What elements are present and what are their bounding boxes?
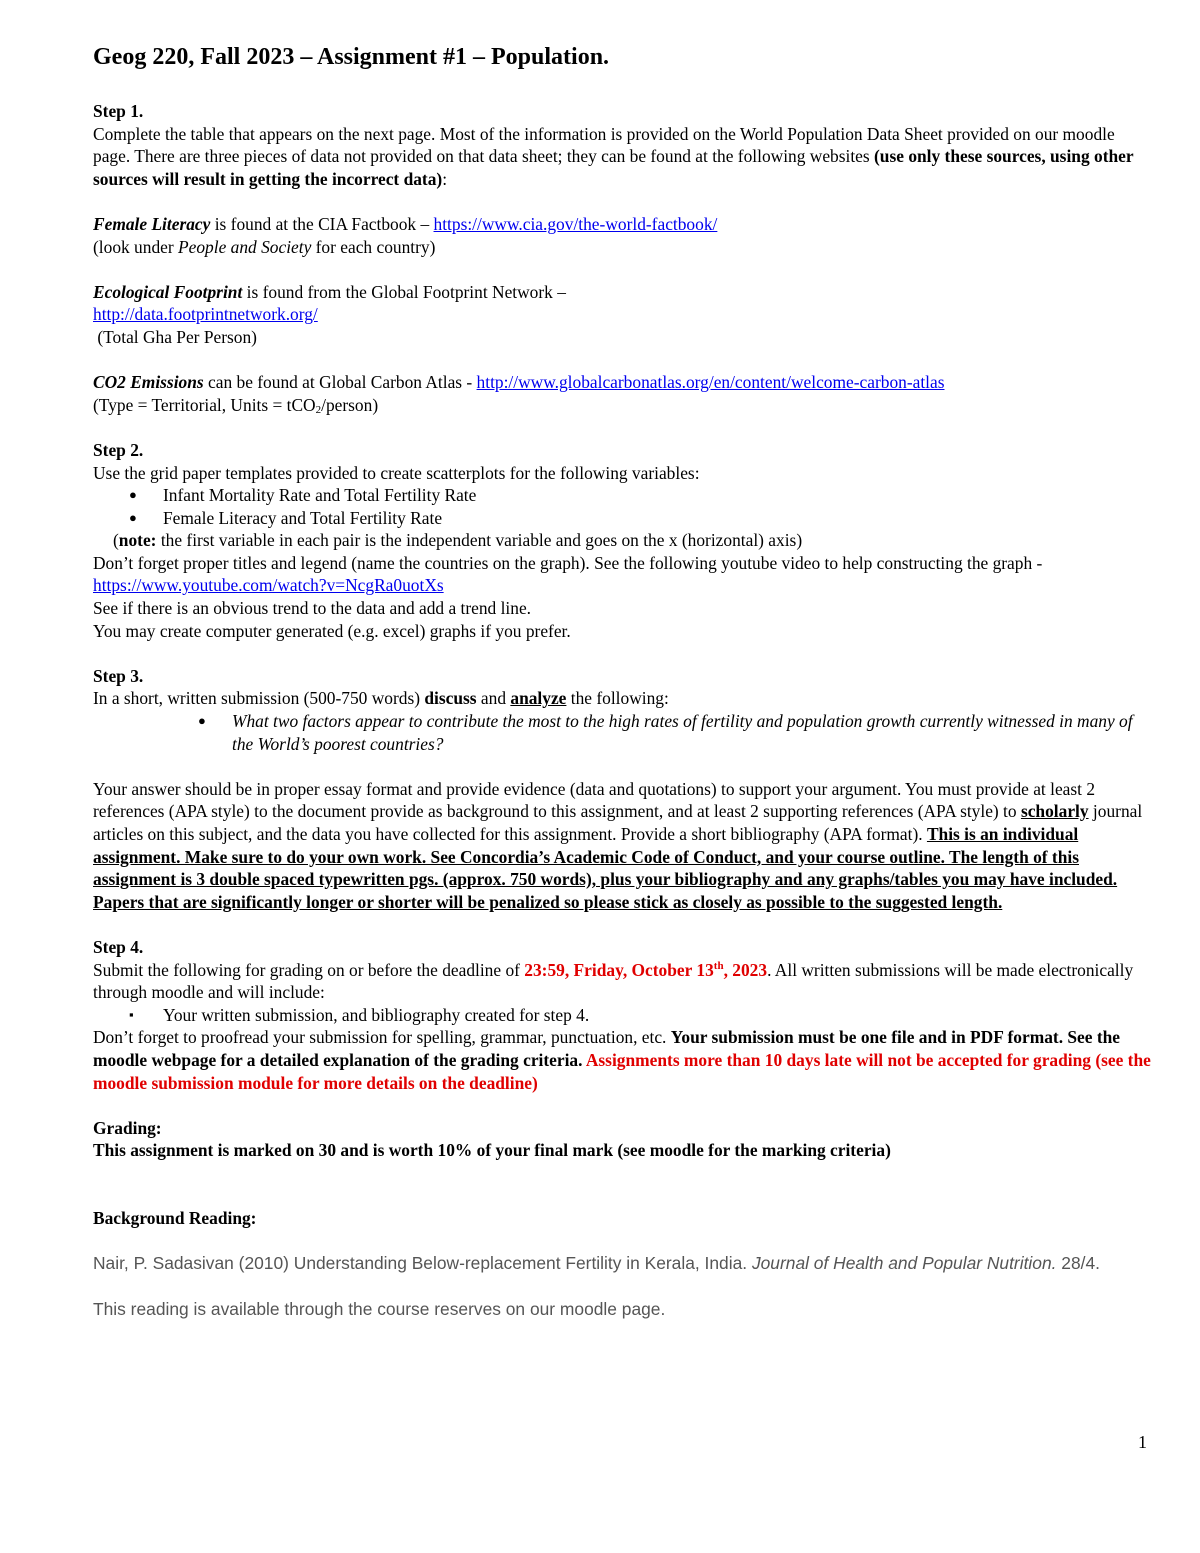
co2-note-end: /person) — [321, 394, 379, 415]
carbon-atlas-link[interactable]: http://www.globalcarbonatlas.org/en/content/welcome-carbon-atlas — [476, 372, 945, 393]
step-2-section — [93, 439, 1153, 642]
deadline-date: 23:59, Friday, October 13 — [524, 959, 714, 980]
deadline-ordinal: th — [713, 959, 724, 972]
step-1-intro-end: : — [442, 168, 448, 189]
pdf-format-requirement: Your submission must be one file and in PDF format. See the moodle webpage for a detailed explanation of the grading criteria. — [93, 1027, 1121, 1070]
step-4-intro — [93, 959, 1153, 1004]
note-paren: ( — [113, 530, 119, 551]
list-item — [93, 507, 1153, 530]
step-4-intro-end: . All written submissions will be made electronically through moodle and will include: — [93, 959, 1134, 1003]
document-page — [93, 40, 1153, 1321]
legend-instruction: Don’t forget proper titles and legend (name the countries on the graph). See the following youtube video to help constructing the graph - — [93, 552, 1043, 573]
deadline-year: , 2023 — [723, 959, 768, 980]
note-body: the first variable in each pair is the independent variable and goes on the x (horizontal) axis) — [156, 530, 803, 551]
deadline — [524, 960, 767, 980]
female-literacy-note — [93, 236, 1153, 259]
note-text: (look under — [93, 236, 179, 257]
people-society-text: People and Society — [178, 236, 312, 257]
background-heading: Background Reading: — [93, 1208, 257, 1229]
proofread-text: Don’t forget to proofread your submission for spelling, grammar, punctuation, etc. — [93, 1027, 671, 1048]
scholarly-word: scholarly — [1020, 801, 1089, 822]
list-item — [93, 710, 1153, 755]
list-item-text: Your written submission, and bibliography created for step 4. — [163, 1004, 590, 1025]
step-1-sources-warning: (use only these sources, using other sources will result in getting the incorrect data) — [93, 146, 1134, 189]
small-bullet-icon: ▪ — [129, 1006, 134, 1022]
list-item-text: Infant Mortality Rate and Total Fertility Rate — [163, 485, 477, 506]
step-2-legend — [93, 552, 1153, 597]
ecological-footprint-line — [93, 281, 1153, 304]
female-literacy-label: Female Literacy — [93, 213, 211, 234]
citation-journal: Journal of Health and Popular Nutrition. — [751, 1253, 1057, 1274]
footprint-note: (Total Gha Per Person) — [93, 326, 257, 347]
step-3-section — [93, 665, 1153, 914]
discuss-word: discuss — [424, 688, 477, 709]
step-2-intro: Use the grid paper templates provided to create scatterplots for the following variables: — [93, 462, 700, 483]
grading-text: This assignment is marked on 30 and is worth 10% of your final mark (see moodle for the marking criteria) — [93, 1140, 891, 1161]
step-1-intro-text: Complete the table that appears on the next page. Most of the information is provided on the World Population Data Sheet provided on our moodle page. There are three pieces of data not provided on that data sheet; they can be found at the following websites — [93, 123, 1115, 167]
background-citation — [93, 1252, 1153, 1275]
bullet-icon: ● — [129, 509, 137, 525]
grading-section — [93, 1117, 1153, 1162]
late-policy: Assignments more than 10 days late will not be accepted for grading (see the moodle submission module for more details on the deadline) — [93, 1049, 1151, 1093]
step-3-intro — [93, 687, 1153, 710]
citation-volume: 28/4. — [1056, 1253, 1100, 1274]
page-number: 1 — [1138, 1432, 1147, 1452]
list-item — [93, 484, 1153, 507]
step-4-intro-text: Submit the following for grading on or before the deadline of — [93, 959, 525, 980]
grading-heading: Grading: — [93, 1117, 162, 1138]
individual-assignment-warning: This is an individual assignment. Make sure to do your own work. See Concordia’s Academic Code of Conduct, and your course outline. The length of this assignment is 3 double spaced typewritten pgs. (approx. 750 words), plus your bibliography and any graphs/tables you may have included. Papers that are significantly longer or shorter will be penalized so please stick as closely as possible to the suggested length. — [93, 824, 1118, 912]
female-literacy-line — [93, 213, 1153, 236]
co2-subscript: 2 — [315, 403, 322, 416]
background-availability: This reading is available through the course reserves on our moodle page. — [93, 1298, 666, 1319]
note-text-end: for each country) — [311, 236, 436, 257]
step-2-heading: Step 2. — [93, 439, 144, 460]
cia-factbook-link[interactable]: https://www.cia.gov/the-world-factbook/ — [433, 213, 718, 234]
list-item-text: Female Literacy and Total Fertility Rate — [163, 507, 443, 528]
background-section — [93, 1207, 1153, 1321]
list-item — [93, 1004, 1153, 1027]
step-3-body — [93, 778, 1153, 914]
step-2-trend: See if there is an obvious trend to the data and add a trend line. — [93, 598, 532, 619]
step-1-heading: Step 1. — [93, 101, 144, 121]
female-literacy-text: is found at the CIA Factbook – — [210, 213, 434, 234]
step-4-proofread — [93, 1026, 1153, 1094]
step-2-note — [93, 529, 1153, 552]
step-3-body-text: Your answer should be in proper essay format and provide evidence (data and quotations) to support your argument. You must provide at least 2 references (APA style) to the document provide as background to this assignment, and at least 2 supporting references (APA style) to — [93, 778, 1096, 822]
bullet-icon: ● — [129, 487, 137, 503]
citation-text: Nair, P. Sadasivan (2010) Understanding Below-replacement Fertility in Kerala, India. — [93, 1253, 752, 1274]
step-2-computer: You may create computer generated (e.g. excel) graphs if you prefer. — [93, 620, 571, 641]
step-3-intro-text: In a short, written submission (500-750 words) — [93, 688, 425, 709]
bullet-icon: ● — [198, 713, 206, 729]
ecological-footprint-text: is found from the Global Footprint Network – — [242, 281, 566, 302]
submission-list — [93, 1004, 1153, 1027]
footprint-network-link[interactable]: http://data.footprintnetwork.org/ — [93, 304, 318, 325]
co2-emissions-text: can be found at Global Carbon Atlas - — [203, 372, 477, 393]
document-title: Geog 220, Fall 2023 – Assignment #1 – Population. — [93, 44, 610, 70]
step-4-section — [93, 936, 1153, 1094]
step-4-heading: Step 4. — [93, 936, 144, 957]
co2-note — [93, 394, 1153, 417]
note-label: note: — [118, 530, 157, 551]
step-3-body-text-2: journal articles on this subject, and the data you have collected for this assignment. Provide a short bibliography (APA format). — [93, 801, 1143, 844]
youtube-video-link[interactable]: https://www.youtube.com/watch?v=NcgRa0uotXs — [93, 575, 444, 596]
co2-note-text: (Type = Territorial, Units = tCO — [93, 394, 316, 415]
step-1-intro — [93, 123, 1153, 191]
step-3-intro-end: the following: — [566, 688, 669, 709]
step-3-heading: Step 3. — [93, 665, 144, 686]
co2-emissions-line — [93, 371, 1153, 394]
essay-question: What two factors appear to contribute the most to the high rates of fertility and population growth currently witnessed in many of the World’s poorest countries? — [232, 711, 1133, 754]
analyze-word: analyze — [510, 688, 567, 709]
question-list — [93, 710, 1153, 755]
and-word: and — [476, 688, 511, 709]
step-1-section — [93, 100, 1153, 416]
co2-emissions-label: CO2 Emissions — [93, 372, 204, 393]
ecological-footprint-label: Ecological Footprint — [93, 281, 243, 302]
scatterplot-variable-list — [93, 484, 1153, 529]
